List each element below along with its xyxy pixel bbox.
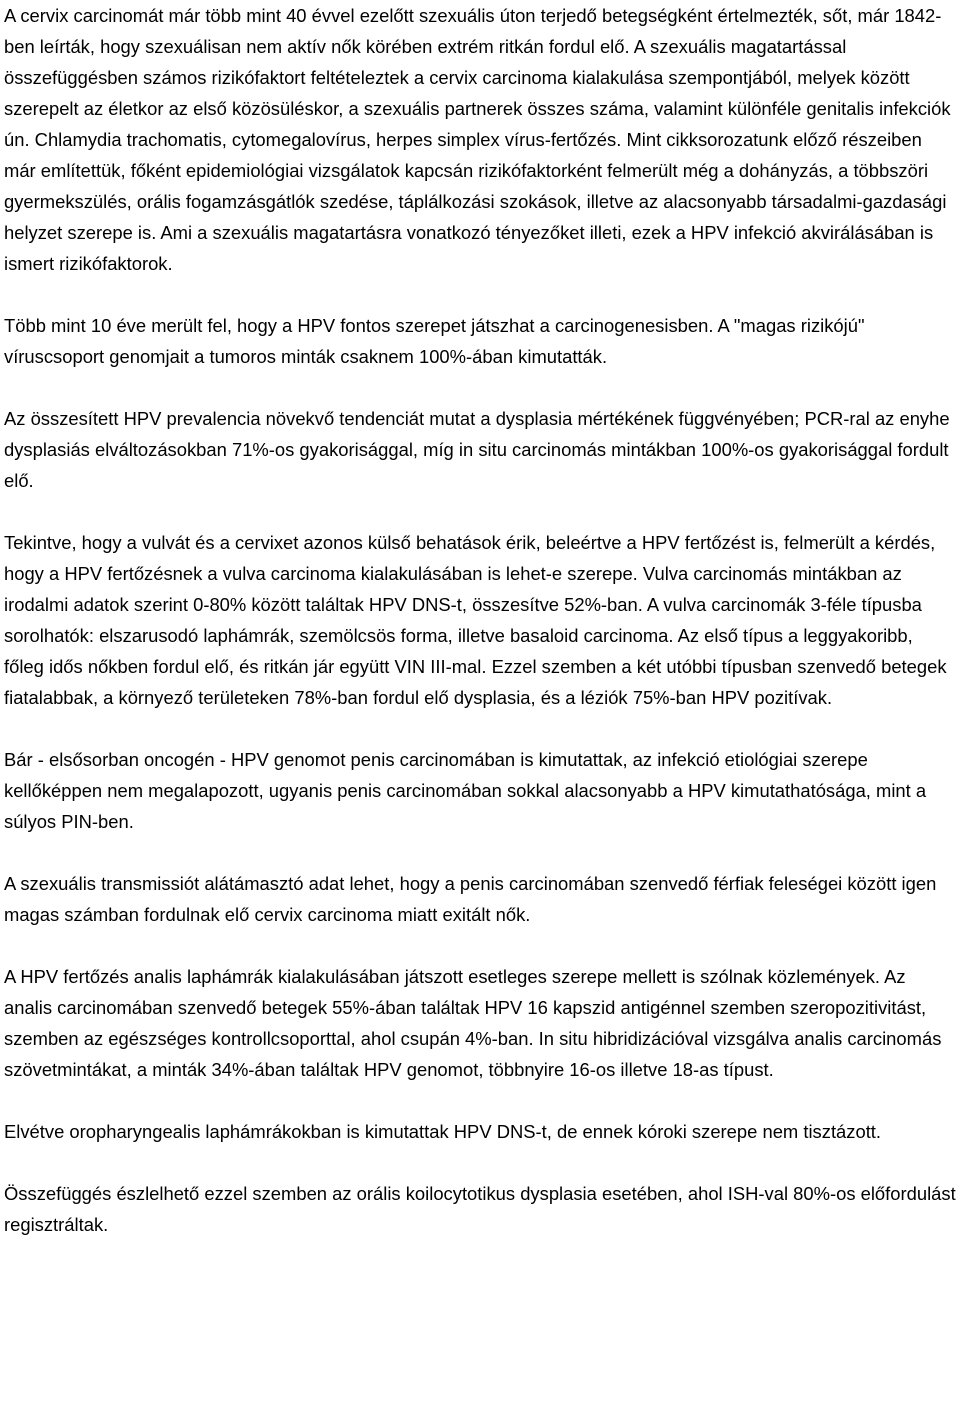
- paragraph-sexual-transmission: A szexuális transmissiót alátámasztó adat lehet, hogy a penis carcinomában szenvedő férfiak feleségei között igen magas számban fordulnak elő cervix carcinoma miatt exitált nők.: [4, 873, 937, 925]
- paragraph-anal-carcinoma: A HPV fertőzés analis laphámrák kialakulásában játszott esetleges szerepe mellett is szólnak közlemények. Az analis carcinomában szenvedő betegek 55%-ában találtak HPV 16 kapszid antigénnel szemben szeropozitivitást, szemben az egészséges kontrollcsoporttal, ahol csupán 4%-ban. In situ hibridizációval vizsgálva analis carcinomás szövetmintákat, a minták 34%-ában találtak HPV genomot, többnyire 16-os illetve 18-as típust.: [4, 966, 942, 1080]
- paragraph-penis-carcinoma: Bár - elsősorban oncogén - HPV genomot penis carcinomában is kimutattak, az infekció etiológiai szerepe kellőképpen nem megalapozott, ugyanis penis carcinomában sokkal alacsonyabb a HPV kimutathatósága, mint a súlyos PIN-ben.: [4, 749, 927, 832]
- paragraph-oral-dysplasia: Összefüggés észlelhető ezzel szemben az orális koilocytotikus dysplasia esetében, ahol ISH-val 80%-os előfordulást regisztráltak.: [4, 1183, 956, 1235]
- paragraph-hpv-prevalence: Az összesített HPV prevalencia növekvő tendenciát mutat a dysplasia mértékének függvényében; PCR-ral az enyhe dysplasiás elváltozásokban 71%-os gyakorisággal, míg in situ carcinomás mintákban 100%-os gyakorisággal fordult elő.: [4, 408, 950, 491]
- paragraph-cervix-risk-factors: A cervix carcinomát már több mint 40 évvel ezelőtt szexuális úton terjedő betegségként értelmezték, sőt, már 1842-ben leírták, hogy szexuálisan nem aktív nők körében extrém ritkán fordul elő. A szexuális magatartással összefüggésben számos rizikófaktort feltételeztek a cervix carcinoma kialakulása szempontjából, melyek között szerepelt az életkor az első közösüléskor, a szexuális partnerek összes száma, valamint különféle genitalis infekciók ún. Chlamydia trachomatis, cytomegalovírus, herpes simplex vírus-fertőzés. Mint cikksorozatunk előző részeiben már említettük, főként epidemiológiai vizsgálatok kapcsán rizikófaktorként felmerült még a dohányzás, a többszöri gyermekszülés, orális fogamzásgátlók szedése, táplálkozási szokások, illetve az alacsonyabb társadalmi-gazdasági helyzet szerepe is. Ami a szexuális magatartásra vonatkozó tényezőket illeti, ezek a HPV infekció akvirálásában is ismert rizikófaktorok.: [4, 5, 951, 274]
- paragraph-hpv-carcinogenesis: Több mint 10 éve merült fel, hogy a HPV fontos szerepet játszhat a carcinogenesisben. A "magas rizikójú" víruscsoport genomjait a tumoros minták csaknem 100%-ában kimutatták.: [4, 315, 865, 367]
- paragraph-vulva-carcinoma: Tekintve, hogy a vulvát és a cervixet azonos külső behatások érik, beleértve a HPV fertőzést is, felmerült a kérdés, hogy a HPV fertőzésnek a vulva carcinoma kialakulásában is lehet-e szerepe. Vulva carcinomás mintákban az irodalmi adatok szerint 0-80% között találtak HPV DNS-t, összesítve 52%-ban. A vulva carcinomák 3-féle típusba sorolhatók: elszarusodó laphámrák, szemölcsös forma, illetve basaloid carcinoma. Az első típus a leggyakoribb, főleg idős nőkben fordul elő, és ritkán jár együtt VIN III-mal. Ezzel szemben a két utóbbi típusban szenvedő betegek fiatalabbak, a környező területeken 78%-ban fordul elő dysplasia, és a léziók 75%-ban HPV pozitívak.: [4, 532, 947, 708]
- paragraph-oropharyngeal: Elvétve oropharyngealis laphámrákokban is kimutattak HPV DNS-t, de ennek kóroki szerepe nem tisztázott.: [4, 1121, 882, 1142]
